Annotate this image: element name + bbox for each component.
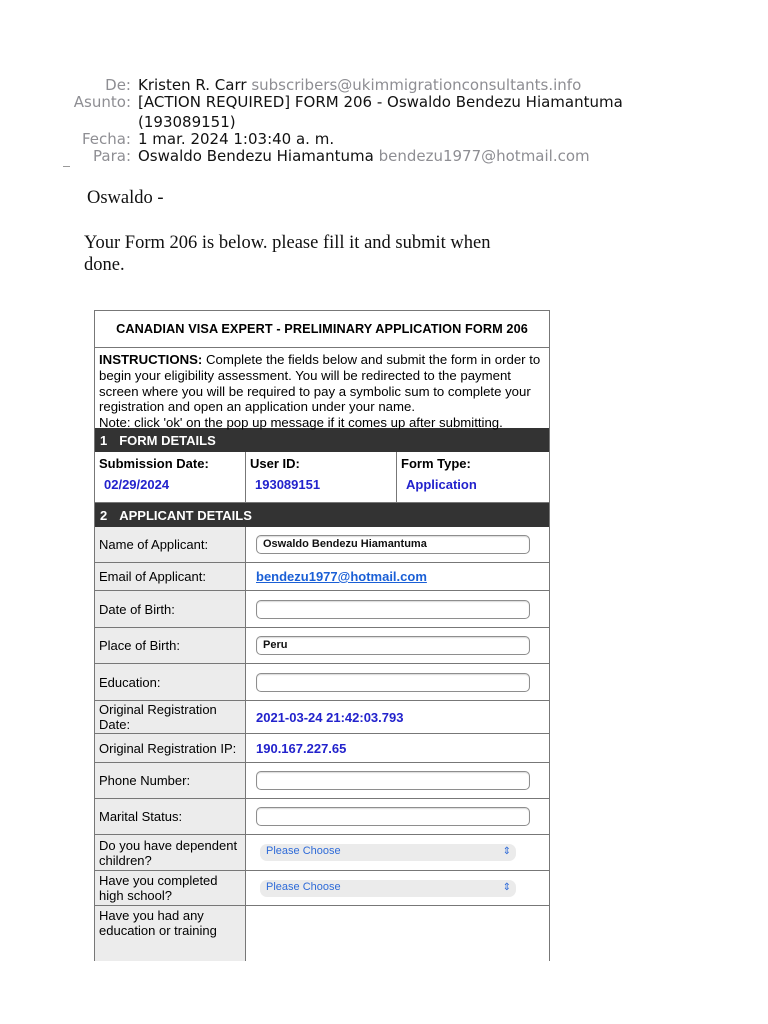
dob-row xyxy=(95,591,549,628)
children-select[interactable] xyxy=(260,844,516,861)
training-row xyxy=(95,906,549,961)
training-label: Have you had any education or training xyxy=(95,906,246,961)
subject-line-1: [ACTION REQUIRED] FORM 206 - Oswaldo Bendezu Hiamantuma xyxy=(138,93,623,111)
form-type-value: Application xyxy=(406,477,477,492)
from-label: De: xyxy=(105,76,131,94)
training-field-area xyxy=(246,906,549,961)
to-label: Para: xyxy=(93,147,131,165)
user-id-value: 193089151 xyxy=(255,477,321,492)
education-field[interactable] xyxy=(256,673,530,692)
to-email[interactable]: bendezu1977@hotmail.com xyxy=(378,147,590,165)
chevron-up-down-icon: ⇕ xyxy=(502,881,511,893)
pob-field[interactable]: Peru xyxy=(256,636,530,655)
registration-date-value: 2021-03-24 21:42:03.793 xyxy=(256,709,404,725)
email-row xyxy=(95,563,549,591)
section-applicant-details xyxy=(95,503,549,527)
pob-row xyxy=(95,628,549,664)
section-title: APPLICANT DETAILS xyxy=(119,507,252,523)
pob-label: Place of Birth: xyxy=(95,628,246,663)
subject-line-2: (193089151) xyxy=(138,113,236,131)
section-number: 2 xyxy=(100,507,108,523)
registration-ip-row xyxy=(95,734,549,763)
subject-label: Asunto: xyxy=(73,93,131,111)
submission-date-value: 02/29/2024 xyxy=(104,477,170,492)
highschool-row xyxy=(95,871,549,906)
children-row xyxy=(95,835,549,871)
marital-row xyxy=(95,799,549,835)
date-label: Fecha: xyxy=(81,130,131,148)
phone-label: Phone Number: xyxy=(95,763,246,798)
registration-ip-value: 190.167.227.65 xyxy=(256,740,347,756)
dob-label: Date of Birth: xyxy=(95,591,246,627)
greeting: Oswaldo - xyxy=(87,188,164,208)
registration-date-row xyxy=(95,701,549,734)
children-label: Do you have dependent children? xyxy=(95,835,246,870)
highschool-select-value: Please Choose xyxy=(266,880,341,893)
message-line-2: done. xyxy=(84,255,125,275)
marital-label: Marital Status: xyxy=(95,799,246,834)
submission-date-cell xyxy=(95,452,246,502)
divider-mark xyxy=(63,166,70,167)
date-value: 1 mar. 2024 1:03:40 a. m. xyxy=(138,130,335,148)
user-id-label: User ID: xyxy=(250,456,300,471)
children-select-value: Please Choose xyxy=(266,845,341,857)
form-type-cell xyxy=(397,452,549,502)
form-type-label: Form Type: xyxy=(401,456,471,471)
email-label: Email of Applicant: xyxy=(95,563,246,590)
user-id-cell xyxy=(246,452,397,502)
education-label: Education: xyxy=(95,664,246,700)
marital-field[interactable] xyxy=(256,807,530,826)
from-email[interactable]: subscribers@ukimmigrationconsultants.info xyxy=(251,76,582,94)
to-name: Oswaldo Bendezu Hiamantuma xyxy=(138,147,374,165)
instructions xyxy=(95,348,549,431)
form-title: CANADIAN VISA EXPERT - PRELIMINARY APPLICATION FORM 206 xyxy=(95,311,549,348)
education-row xyxy=(95,664,549,701)
name-row xyxy=(95,527,549,563)
phone-field[interactable] xyxy=(256,771,530,790)
submission-date-label: Submission Date: xyxy=(99,456,209,471)
section-form-details xyxy=(95,428,549,452)
from-name: Kristen R. Carr xyxy=(138,76,247,94)
dob-field[interactable] xyxy=(256,600,530,619)
instructions-text: Complete the fields below and submit the form in order to begin your eligibility assessment. You will be redirected to the payment screen where you will be required to pay a symbolic sum to complete your registration and open an application under your name. xyxy=(99,352,541,415)
email-link[interactable]: bendezu1977@hotmail.com xyxy=(256,569,427,584)
registration-date-label: Original Registration Date: xyxy=(95,701,246,733)
name-field[interactable]: Oswaldo Bendezu Hiamantuma xyxy=(256,535,530,554)
highschool-label: Have you completed high school? xyxy=(95,871,246,905)
form-details-row xyxy=(95,452,549,503)
section-title: FORM DETAILS xyxy=(119,432,216,448)
registration-ip-label: Original Registration IP: xyxy=(95,734,246,762)
phone-row xyxy=(95,763,549,799)
section-number: 1 xyxy=(100,432,108,448)
application-form xyxy=(94,310,550,961)
message-line-1: Your Form 206 is below. please fill it and submit when xyxy=(84,233,491,253)
highschool-select[interactable] xyxy=(260,880,516,897)
chevron-up-down-icon: ⇕ xyxy=(502,846,511,857)
name-label: Name of Applicant: xyxy=(95,527,246,562)
instructions-label: INSTRUCTIONS: xyxy=(99,352,203,367)
instructions-note: Note: click 'ok' on the pop up message if it comes up after submitting. xyxy=(99,415,503,431)
